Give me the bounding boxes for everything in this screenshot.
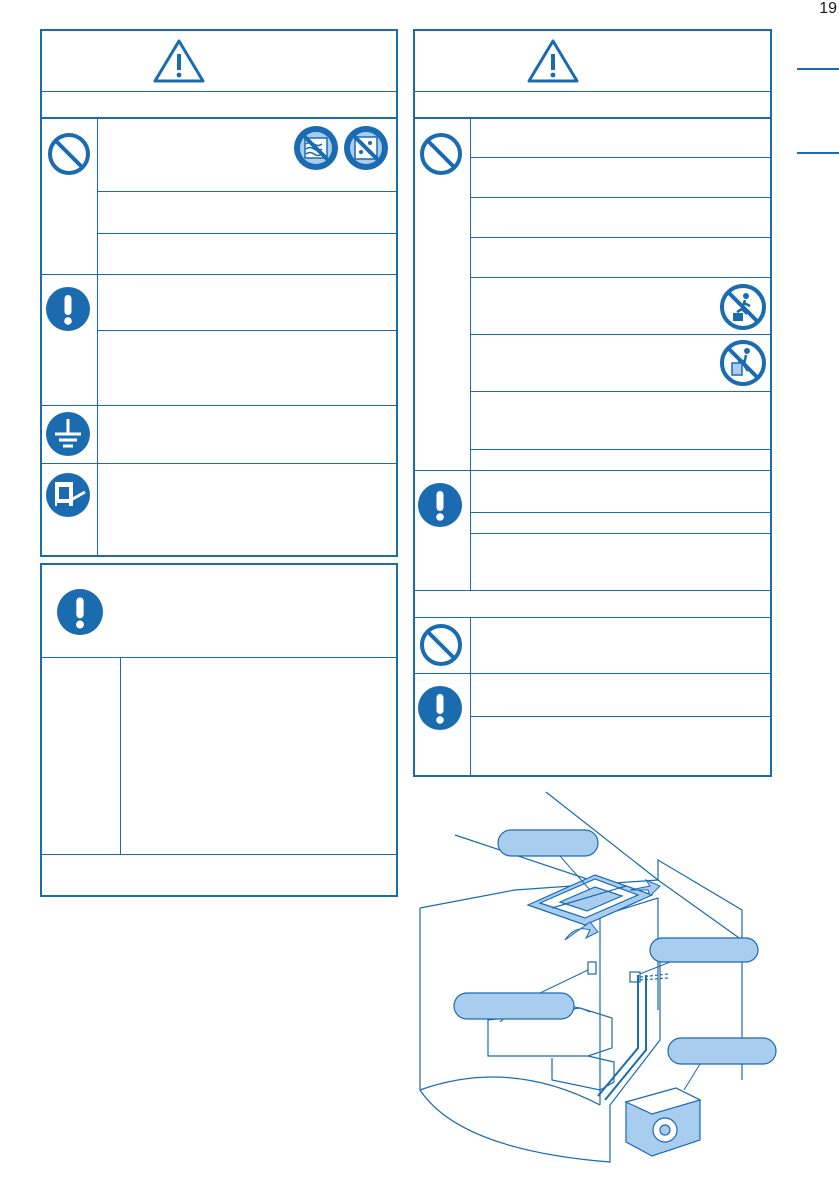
mandatory-action-icon <box>417 685 463 731</box>
right-row-divider <box>470 716 772 717</box>
caution-footer-divider <box>40 854 398 855</box>
warning-triangle-icon <box>526 38 580 84</box>
left-row-divider <box>97 233 398 234</box>
no-climbing-icon <box>719 283 767 331</box>
caution-header-divider <box>40 657 398 658</box>
left-row-divider <box>97 330 398 331</box>
right-header-divider <box>413 91 772 92</box>
right-row-divider <box>470 449 772 450</box>
right-section-divider <box>413 470 772 471</box>
no-standing-on-unit-icon <box>719 339 767 387</box>
right-row-divider <box>470 512 772 513</box>
no-water-spray-icon <box>292 124 340 172</box>
right-section-divider <box>413 673 772 674</box>
warning-triangle-icon <box>152 38 206 84</box>
mandatory-action-icon <box>56 588 104 636</box>
left-section-divider <box>40 405 398 406</box>
left-section-divider <box>40 274 398 275</box>
left-warning-panel <box>40 29 398 557</box>
callout-indoor-unit <box>498 830 598 856</box>
air-conditioner-room-illustration <box>400 790 800 1170</box>
callout-remote-sensor <box>454 993 574 1019</box>
right-icon-column-divider <box>470 118 471 590</box>
right-row-divider <box>470 157 772 158</box>
right-row-divider <box>470 334 772 335</box>
left-section-divider <box>40 463 398 464</box>
right-subheader-divider <box>413 117 772 119</box>
callout-wired-controller <box>650 938 758 962</box>
right-row-divider <box>470 391 772 392</box>
mandatory-action-icon <box>45 286 91 332</box>
caution-column-divider <box>120 658 121 854</box>
prohibition-icon <box>46 131 92 177</box>
callout-outdoor-unit <box>668 1038 776 1064</box>
left-icon-column-divider <box>97 118 98 556</box>
mandatory-action-icon <box>417 482 463 528</box>
right-section-divider <box>413 617 772 618</box>
left-subheader-divider <box>40 117 398 119</box>
right-section-divider <box>413 590 772 591</box>
right-icon-column-divider <box>470 617 471 776</box>
right-row-divider <box>470 237 772 238</box>
no-wet-hands-icon <box>342 124 390 172</box>
side-tab-rule-top <box>797 68 839 70</box>
left-row-divider <box>97 191 398 192</box>
page-number: 19 <box>819 0 837 17</box>
right-row-divider <box>470 533 772 534</box>
prohibition-icon <box>418 131 464 177</box>
power-switch-off-icon <box>45 472 91 518</box>
prohibition-icon <box>418 622 464 668</box>
side-tab-rule-bottom <box>797 152 839 154</box>
right-warning-panel <box>413 29 772 777</box>
left-header-divider <box>40 91 398 92</box>
right-row-divider <box>470 197 772 198</box>
earth-ground-icon <box>45 411 91 457</box>
right-row-divider <box>470 277 772 278</box>
